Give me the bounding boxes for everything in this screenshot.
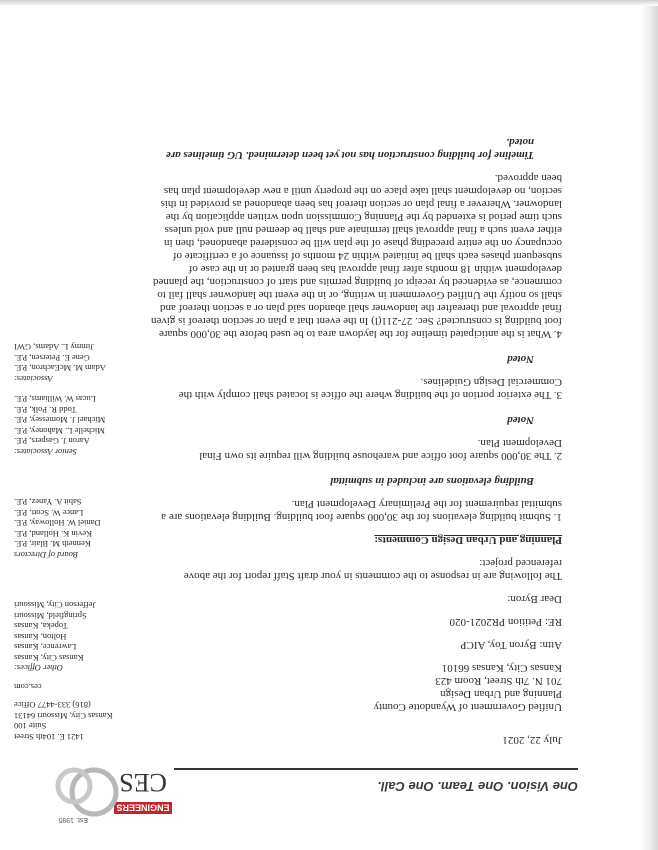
comment-response: Building elevations are included in submittal <box>330 475 534 487</box>
scan-shadow-bottom <box>0 0 658 6</box>
re-line: RE: Petition PR2021-020 <box>449 616 562 628</box>
board-label: Board of Directors <box>14 550 79 560</box>
office-item: Springfield, Missouri <box>14 611 87 621</box>
sidebar <box>14 334 134 742</box>
senior-member: Lucas W. Williams, P.E. <box>14 394 96 405</box>
company-logo <box>48 762 178 832</box>
board-of-directors <box>14 497 134 560</box>
comment-response: Noted <box>507 414 534 426</box>
board-member: Kenneth M. Blair, P.E. <box>14 539 91 550</box>
board-member: Daniel W. Holloway, P.E. <box>14 518 101 529</box>
intro-paragraph: The following are in response to the comments in your draft Staff report for the above referenced project: <box>183 557 562 582</box>
board-member: Lance W. Scott, P.E. <box>14 508 84 518</box>
board-member: Sabit A. Yanez, P.E. <box>14 497 82 508</box>
recipient-block <box>150 661 562 713</box>
comment-item: 1. Submit building elevations for the 30,000 square foot building. Building elevations are a submittal requirement for the Preliminary Development Plan. <box>161 498 562 523</box>
comment-item: 3. The exterior portion of the building where the office is located shall comply with the Commercial Design Guidelines. <box>178 376 562 401</box>
recipient-line: 701 N. 7th Street, Room 423 <box>435 675 562 687</box>
senior-member: Michelle L. Mahoney, P.E. <box>14 426 105 436</box>
address-line: 1421 E. 104th Street <box>14 732 84 742</box>
associate-member: Gene E. Petersen, P.E. <box>14 353 90 363</box>
comment-item: 4. What is the anticipated timeline for the laydown area to be used before the 30,000 square foot building is constructed? Sec. 27-211(l) In the event that a plan or section thereof is given final approval and thereafter the landowner shall abandon said plan or a section thereof and shall so notify the Unified Government in writing, or in the event the landowner shall fail to commence, as evidenced by receipt of building permits and start of construction, the planned development within 18 months after final approval has been granted or in the case of subsequent phases each shall be initiated within 24 months of issuance of a certificate of occupancy on the entire preceding phase of the plan will be considered abandoned, then in either event such a final approval shall terminate and shall be deemed null and void unless such time period is extended by the Planning Commission upon written application by the landowner. Wherever a final plan or section thereof has been abandoned as provided in this section, no development shall take place on the property until a new development plan has been approved. <box>150 172 562 340</box>
logo-text: CES <box>119 768 167 797</box>
letter-date: July 22, 2021 <box>502 734 562 746</box>
recipient-line: Kansas City, Kansas 66101 <box>441 662 562 674</box>
comment-response: Timeline for building construction has not yet been determined. UG timelines are noted. <box>165 136 534 161</box>
recipient-line: Planning and Urban Design <box>440 688 562 700</box>
letter-body <box>150 123 562 746</box>
senior-member: Michael J. Momessey, P.E. <box>14 415 106 426</box>
website[interactable]: ces.com <box>14 682 42 692</box>
recipient-line: Unified Government of Wyandotte County <box>373 701 562 713</box>
comment-response: Noted <box>507 353 534 365</box>
senior-label: Senior Associates: <box>14 447 77 457</box>
salutation: Dear Byron: <box>507 593 562 605</box>
attn-line: Attn: Byron Toy, AICP <box>460 639 562 651</box>
associate-member: Adam M. McEachron, P.E. <box>14 363 106 374</box>
office-item: Jefferson City, Missouri <box>14 600 96 611</box>
logo-sub: ENGINEERS <box>116 802 170 813</box>
office-item: Topeka, Kansas <box>14 621 68 632</box>
section-heading: Planning and Urban Design Comments: <box>374 534 562 546</box>
logo-est: Est. 1995 <box>58 816 88 823</box>
address-line: (816) 333-4477 Office <box>14 700 91 711</box>
other-offices-label: Other Offices: <box>14 663 63 674</box>
comment-item: 2. The 30,000 square foot office and warehouse building will require its own Final Development Plan. <box>199 437 562 462</box>
company-tagline: One Vision. One Team. One Call. <box>377 779 578 794</box>
senior-member: Todd R. Polk, P.E. <box>14 405 77 415</box>
senior-associates <box>14 394 134 457</box>
associates-label: Associates: <box>14 374 53 384</box>
board-member: Kevin K. Holland, P.E. <box>14 529 93 539</box>
address-line: Suite 100 <box>14 721 47 732</box>
other-offices <box>14 600 134 674</box>
scan-shadow <box>640 0 658 850</box>
office-item: Holton, Kansas <box>14 632 67 642</box>
address-line: Kansas City, Missouri 64131 <box>14 711 113 721</box>
associate-member: Jimmy L. Adams, GWI <box>14 342 94 353</box>
senior-member: Aaron J. Gaspers, P.E. <box>14 436 90 447</box>
letterhead-rule <box>174 768 578 770</box>
office-address <box>14 700 134 742</box>
associates <box>14 342 134 384</box>
office-item: Lawrence, Kansas <box>14 642 77 653</box>
office-item: Kansas City, Kansas <box>14 653 84 663</box>
